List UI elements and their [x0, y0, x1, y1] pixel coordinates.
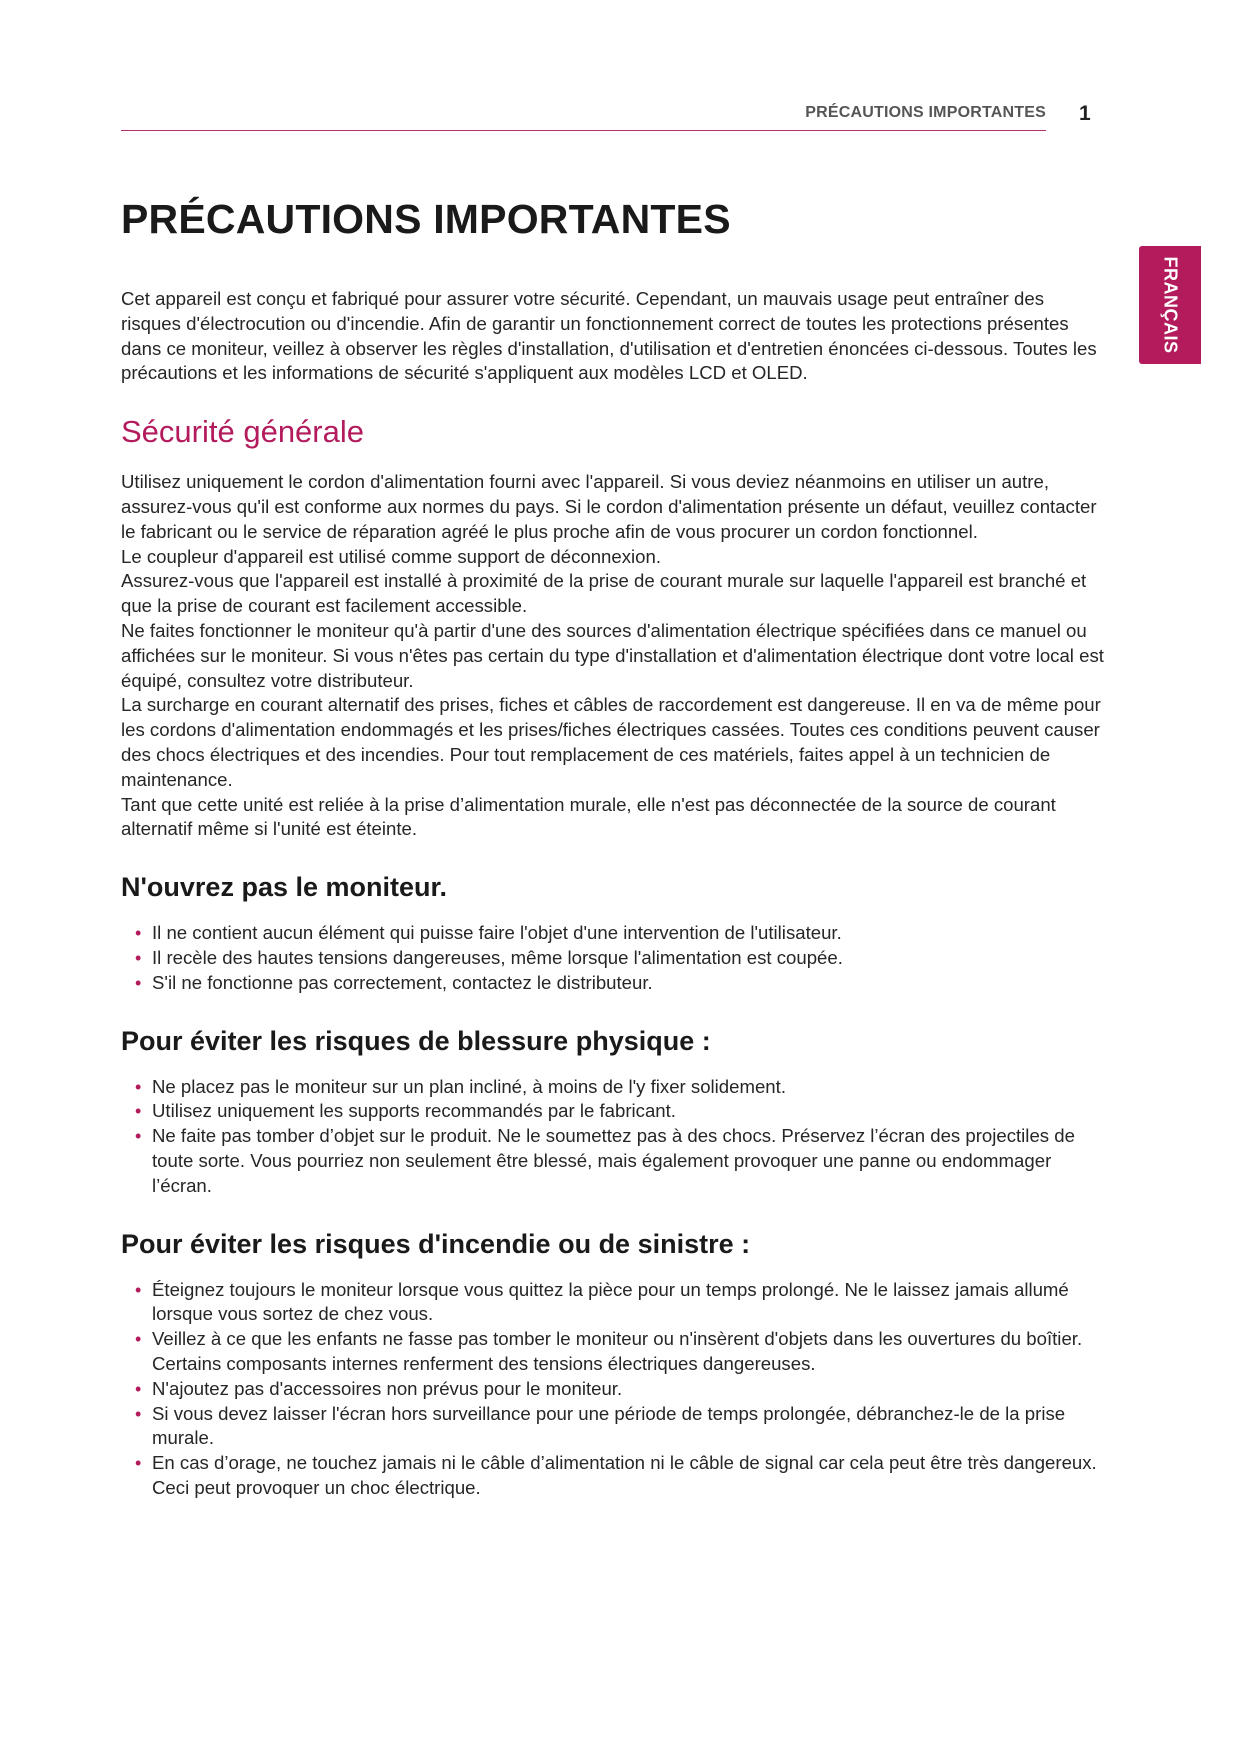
bullet-list-physical-injury	[121, 1075, 1106, 1199]
bullet-icon: •	[135, 947, 142, 968]
bullet-list-do-not-open	[121, 921, 1106, 995]
list-item	[121, 1451, 1106, 1501]
general-paragraph: La surcharge en courant alternatif des prises, fiches et câbles de raccordement est dangereuse. Il en va de même pour les cordons d'alimentation endommagés et les prises/fiches électriques cassées. Toutes ces conditions peuvent causer des chocs électriques et des incendies. Pour tout remplacement de ces matériels, faites appel à un technicien de maintenance.	[121, 694, 1101, 790]
general-paragraph: Tant que cette unité est reliée à la prise d’alimentation murale, elle n'est pas déconnectée de la source de courant alternatif même si l'unité est éteinte.	[121, 793, 1056, 840]
list-item	[121, 1124, 1106, 1198]
section-heading-fire-risk: Pour éviter les risques d'incendie ou de sinistre :	[121, 1228, 751, 1259]
general-paragraph: Utilisez uniquement le cordon d'alimentation fourni avec l'appareil. Si vous deviez néanmoins en utiliser un autre, assurez-vous qu'il est conforme aux normes du pays. Si le cordon d'alimentation présente un défaut, veuillez contacter le fabricant ou le service de réparation agréé le plus proche afin de vous procurer un cordon fonctionnel.	[121, 471, 1097, 542]
running-title: PRÉCAUTIONS IMPORTANTES	[805, 104, 1046, 121]
page-number: 1	[1079, 102, 1091, 125]
language-tab-label: FRANÇAIS	[1160, 256, 1181, 354]
bullet-icon: •	[135, 1126, 142, 1147]
list-item-text: S'il ne fonctionne pas correctement, contactez le distributeur.	[152, 971, 653, 993]
list-item-text: Veillez à ce que les enfants ne fasse pas tomber le moniteur ou n'insèrent d'objets dans les ouvertures du boîtier. Certains composants internes renferment des tensions électriques dangereuses.	[152, 1328, 1083, 1374]
bullet-icon: •	[135, 972, 142, 993]
list-item-text: Ne placez pas le moniteur sur un plan incliné, à moins de l'y fixer solidement.	[152, 1075, 786, 1097]
bullet-icon: •	[135, 1279, 142, 1300]
list-item-text: Il ne contient aucun élément qui puisse faire l'objet d'une intervention de l'utilisateur.	[152, 922, 842, 944]
list-item-text: Si vous devez laisser l'écran hors surveillance pour une période de temps prolongée, débranchez-le de la prise murale.	[152, 1402, 1066, 1449]
section-heading-do-not-open: N'ouvrez pas le moniteur.	[121, 872, 448, 903]
general-safety-heading: Sécurité générale	[121, 414, 364, 450]
list-item	[121, 1075, 1106, 1100]
list-item	[121, 1278, 1106, 1328]
general-paragraph: Assurez-vous que l'appareil est installé à proximité de la prise de courant murale sur laquelle l'appareil est branché et que la prise de courant est facilement accessible.	[121, 570, 1087, 617]
language-tab	[1139, 246, 1201, 364]
list-item-text: Ne faite pas tomber d’objet sur le produit. Ne le soumettez pas à des chocs. Préservez l’écran des projectiles de toute sorte. Vous pourriez non seulement être blessé, mais également provoquer une panne ou endommager l’écran.	[152, 1125, 1075, 1196]
bullet-icon: •	[135, 1403, 142, 1424]
bullet-list-fire-risk	[121, 1278, 1106, 1501]
list-item	[121, 921, 1106, 946]
general-safety-body	[121, 470, 1106, 842]
general-paragraph: Le coupleur d'appareil est utilisé comme support de déconnexion.	[121, 545, 661, 567]
bullet-icon: •	[135, 1378, 142, 1399]
page-content	[121, 196, 1106, 1501]
list-item	[121, 1377, 1106, 1402]
bullet-icon: •	[135, 1329, 142, 1350]
running-header	[121, 104, 1046, 131]
section-heading-physical-injury: Pour éviter les risques de blessure physique :	[121, 1025, 711, 1056]
list-item	[121, 946, 1106, 971]
list-item-text: Il recèle des hautes tensions dangereuses, même lorsque l'alimentation est coupée.	[152, 946, 843, 968]
bullet-icon: •	[135, 1101, 142, 1122]
list-item-text: En cas d’orage, ne touchez jamais ni le câble d’alimentation ni le câble de signal car cela peut être très dangereux. Ceci peut provoquer un choc électrique.	[152, 1452, 1097, 1498]
list-item-text: Utilisez uniquement les supports recommandés par le fabricant.	[152, 1100, 676, 1122]
bullet-icon: •	[135, 1076, 142, 1097]
page-title: PRÉCAUTIONS IMPORTANTES	[121, 196, 731, 242]
bullet-icon: •	[135, 923, 142, 944]
intro-paragraph: Cet appareil est conçu et fabriqué pour assurer votre sécurité. Cependant, un mauvais usage peut entraîner des risques d'électrocution ou d'incendie. Afin de garantir un fonctionnement correct de toutes les protections présentes dans ce moniteur, veillez à observer les règles d'installation, d'utilisation et d'entretien énoncées ci-dessous. Toutes les précautions et les informations de sécurité s'appliquent aux modèles LCD et OLED.	[121, 288, 1097, 384]
list-item-text: N'ajoutez pas d'accessoires non prévus pour le moniteur.	[152, 1377, 623, 1399]
list-item	[121, 1099, 1106, 1124]
bullet-icon: •	[135, 1453, 142, 1474]
list-item	[121, 971, 1106, 996]
list-item	[121, 1327, 1106, 1377]
list-item-text: Éteignez toujours le moniteur lorsque vous quittez la pièce pour un temps prolongé. Ne le laissez jamais allumé lorsque vous sortez de chez vous.	[152, 1278, 1069, 1325]
list-item	[121, 1402, 1106, 1452]
general-paragraph: Ne faites fonctionner le moniteur qu'à partir d'une des sources d'alimentation électrique spécifiées dans ce manuel ou affichées sur le moniteur. Si vous n'êtes pas certain du type d'installation et d'alimentation électrique dont votre local est équipé, consultez votre distributeur.	[121, 619, 1104, 691]
